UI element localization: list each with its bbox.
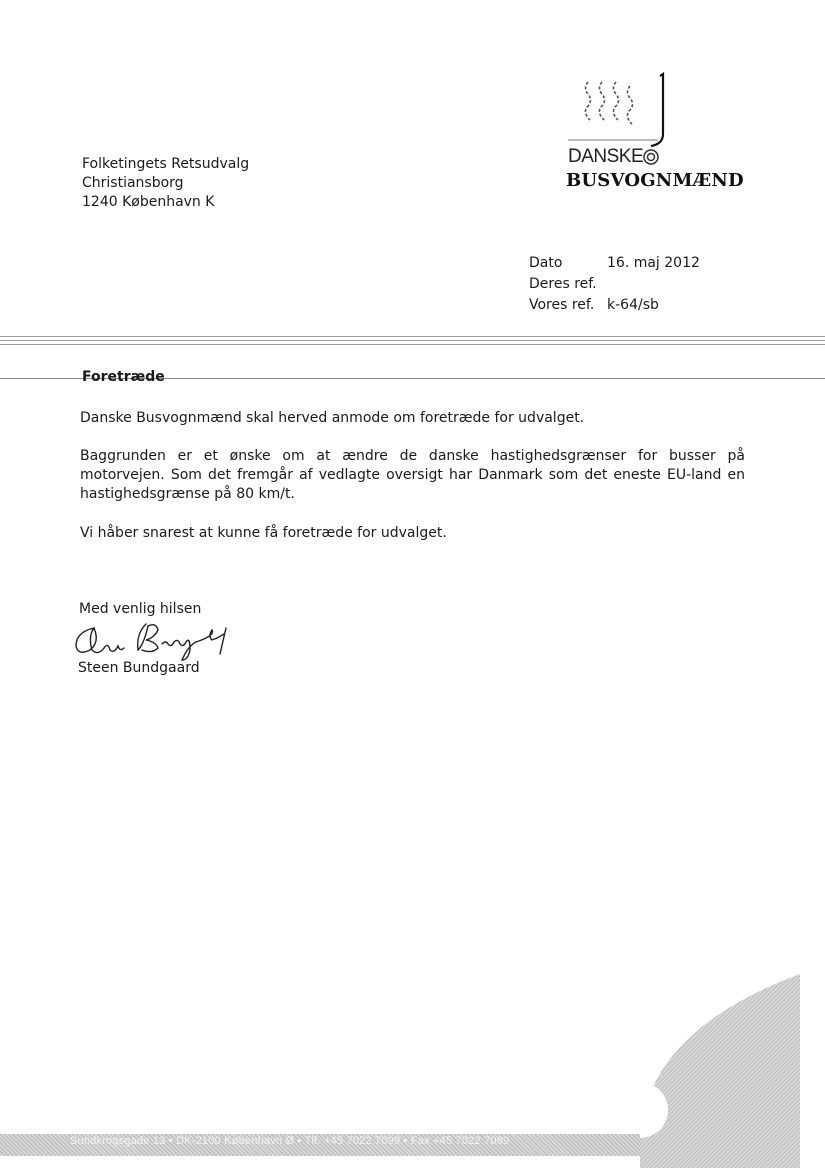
ref-row-our-ref <box>529 296 700 317</box>
header-divider-bottom <box>0 344 825 345</box>
signatory-name: Steen Bundgaard <box>78 660 200 676</box>
logo-wheel-icon <box>643 149 659 165</box>
recipient-line-1: Folketingets Retsudvalg <box>82 156 250 172</box>
body-paragraph-2: Baggrunden er et ønske om at ændre de danske hastighedsgrænser for busser på motorvejen. Som det fremgår af vedlagte oversigt har Danmark som det eneste EU-land en hastighedsgrænse på 80 km/t. <box>80 448 745 502</box>
ref-label: Vores ref. <box>529 297 595 313</box>
ref-label: Deres ref. <box>529 276 597 292</box>
recipient-line-2: Christiansborg <box>82 175 184 191</box>
logo-wordmark-busvognmaend: BUSVOGNMÆND <box>566 170 744 191</box>
company-logo <box>566 72 744 197</box>
footer-contact-line: Sundkrogsgade 13 • DK-2100 København Ø • Tlf. +45 7022 7099 • Fax +45 7022 7099 <box>70 1135 510 1147</box>
recipient-line-3: 1240 København K <box>82 194 215 210</box>
subject-heading: Foretræde <box>82 369 165 385</box>
ref-value: k-64/sb <box>607 297 659 313</box>
closing-greeting: Med venlig hilsen <box>79 601 202 617</box>
logo-wordmark-danske: DANSKE <box>568 146 644 167</box>
body-paragraph-1: Danske Busvognmænd skal herved anmode om foretræde for udvalget. <box>80 410 585 426</box>
logo-seats-icon <box>566 72 741 152</box>
reference-block <box>529 254 700 317</box>
ref-row-their-ref <box>529 275 700 296</box>
recipient-address <box>82 155 249 212</box>
header-divider-middle <box>0 340 825 341</box>
ref-row-date <box>529 254 700 275</box>
ref-label: Dato <box>529 255 563 271</box>
body-paragraph-3: Vi håber snarest at kunne få foretræde for udvalget. <box>80 525 447 541</box>
ref-value: 16. maj 2012 <box>607 255 700 271</box>
header-divider-top <box>0 336 825 337</box>
handwritten-signature <box>66 614 246 664</box>
